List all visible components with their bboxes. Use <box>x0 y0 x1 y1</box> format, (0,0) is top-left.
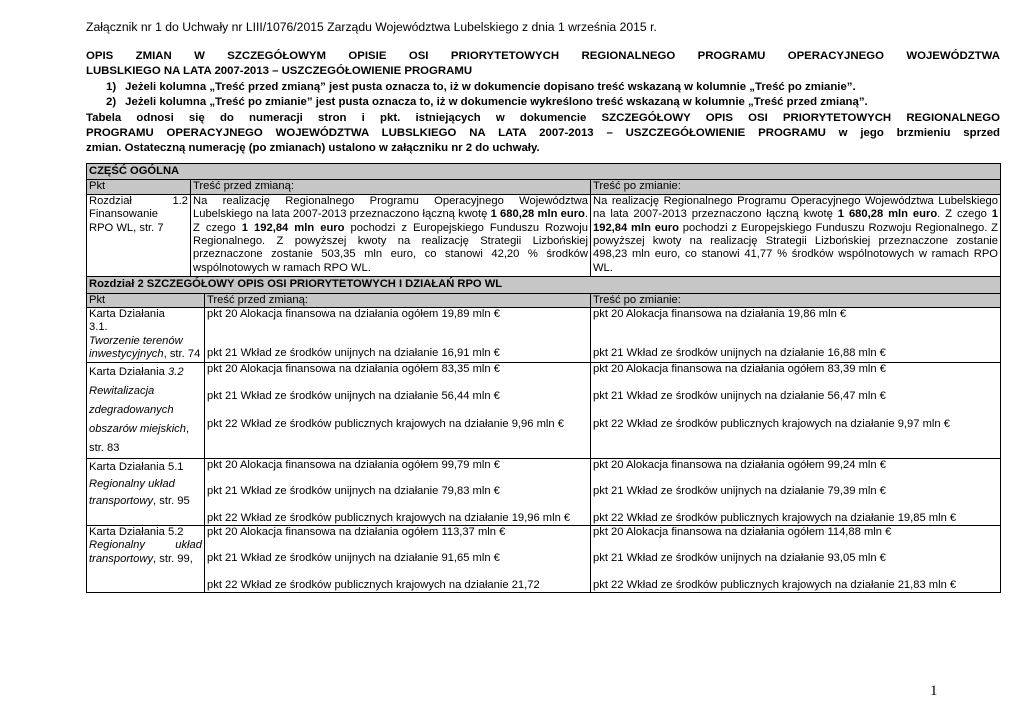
pkt-label: Rozdział <box>89 194 132 207</box>
table-row <box>87 308 1001 363</box>
table-header-row <box>87 293 1001 307</box>
intro-item-2 <box>86 95 1000 110</box>
pkt-title: Finansowanie <box>89 208 159 221</box>
table-row <box>87 194 1001 276</box>
pkt-label: Karta Działania <box>89 365 165 378</box>
pkt-cell <box>87 458 205 525</box>
before-line: pkt 20 Alokacja finansowa na działania ogółem 99,79 mln € <box>207 458 500 471</box>
column-header-after: Treść po zmianie: <box>591 180 1001 194</box>
before-text: Na realizację Regionalnego Programu Operacyjnego Województwa Lubelskiego na lata 2007-2013 przeznaczono łączną kwotę <box>193 194 588 221</box>
after-line: pkt 21 Wkład ze środków unijnych na działanie 93,05 mln € <box>593 552 886 565</box>
after-line: pkt 22 Wkład ze środków publicznych krajowych na działanie 9,97 mln € <box>593 417 950 430</box>
pkt-cell <box>87 194 191 276</box>
before-cell <box>205 362 591 458</box>
before-cell <box>205 308 591 363</box>
after-amount-total: 1 680,28 mln euro <box>837 208 938 221</box>
intro-item-1-number: 1) <box>106 80 117 93</box>
after-cell <box>591 308 1001 363</box>
intro-paragraph-line-1: Tabela odnosi się do numeracji stron i pkt. istniejących w dokumencie SZCZEGÓŁOWY OPIS OSI PRIORYTETOWYCH REGIONALNEGO <box>86 111 1000 124</box>
before-line: pkt 21 Wkład ze środków unijnych na działanie 16,91 mln € <box>207 347 500 360</box>
intro-item-2-number: 2) <box>106 96 117 109</box>
before-amount-total: 1 680,28 mln euro <box>490 208 585 221</box>
before-cell <box>205 458 591 525</box>
pkt-number: 1.2 <box>172 194 188 207</box>
column-header-after: Treść po zmianie: <box>591 293 1001 307</box>
pkt-number: 3.1. <box>89 321 108 334</box>
intro-heading-line-1: OPIS ZMIAN W SZCZEGÓŁOWYM OPISIE OSI PRIORYTETOWYCH REGIONALNEGO PROGRAMU OPERACYJNEGO WOJEWÓDZTWA <box>86 50 1000 62</box>
section-title: CZĘŚĆ OGÓLNA <box>87 164 1001 180</box>
column-header-pkt: Pkt <box>87 293 205 307</box>
before-line: pkt 22 Wkład ze środków publicznych krajowych na działanie 19,96 mln € <box>207 511 571 524</box>
after-cell <box>591 525 1001 592</box>
after-cell <box>591 362 1001 458</box>
pkt-title: Regionalny układ transportowy <box>89 539 202 565</box>
pkt-page: , str. 95 <box>153 494 190 507</box>
after-line: pkt 20 Alokacja finansowa na działania ogółem 99,24 mln € <box>593 458 886 471</box>
before-line: pkt 21 Wkład ze środków unijnych na działanie 91,65 mln € <box>207 552 500 565</box>
after-line: pkt 21 Wkład ze środków unijnych na działanie 79,39 mln € <box>593 485 886 498</box>
before-line: pkt 22 Wkład ze środków publicznych krajowych na działanie 21,72 <box>207 578 540 591</box>
before-line: pkt 21 Wkład ze środków unijnych na działanie 79,83 mln € <box>207 485 500 498</box>
pkt-title: Tworzenie terenów inwestycyjnych <box>89 334 183 361</box>
changes-table <box>86 163 1001 593</box>
section-band-general <box>87 164 1001 180</box>
table-header-row <box>87 180 1001 194</box>
before-cell <box>205 525 591 592</box>
after-line: pkt 20 Alokacja finansowa na działania ogółem 83,39 mln € <box>593 362 886 375</box>
section-title: Rozdział 2 SZCZEGÓŁOWY OPIS OSI PRIORYTETOWYCH I DZIAŁAŃ RPO WL <box>87 277 1001 293</box>
before-line: pkt 20 Alokacja finansowa na działania ogółem 83,35 mln € <box>207 362 500 375</box>
after-cell <box>591 458 1001 525</box>
column-header-before: Treść przed zmianą: <box>191 180 591 194</box>
after-cell <box>591 194 1001 276</box>
attachment-header: Załącznik nr 1 do Uchwały nr LIII/1076/2015 Zarządu Województwa Lubelskiego z dnia 1 września 2015 r. <box>86 20 657 34</box>
before-text: . Z czego <box>193 208 588 234</box>
after-line: pkt 22 Wkład ze środków publicznych krajowych na działanie 19,85 mln € <box>593 511 957 524</box>
after-amount-efrr: 1 192,84 mln euro <box>593 208 998 234</box>
after-line: pkt 22 Wkład ze środków publicznych krajowych na działanie 21,83 mln € <box>593 578 957 591</box>
before-line: pkt 20 Alokacja finansowa na działania ogółem 19,89 mln € <box>207 308 500 321</box>
before-cell <box>191 194 591 276</box>
after-line: pkt 20 Alokacja finansowa na działania ogółem 114,88 mln € <box>593 525 892 538</box>
pkt-title: Regionalny układ transportowy <box>89 477 175 507</box>
section-band-chapter-2 <box>87 277 1001 293</box>
table-row <box>87 525 1001 592</box>
after-text: . Z czego <box>937 208 992 221</box>
before-line: pkt 21 Wkład ze środków unijnych na działanie 56,44 mln € <box>207 390 500 403</box>
before-text: pochodzi z Europejskiego Funduszu Rozwoju Regionalnego. Z powyższej kwoty na realizację Strategii Lizbońskiej przeznaczone zostanie 503,35 mln euro, co stanowi 42,20 % środków wspólnotowych w ramach RPO WL. <box>193 221 589 274</box>
page-number: 1 <box>930 683 938 699</box>
column-header-pkt: Pkt <box>87 180 191 194</box>
table-row <box>87 362 1001 458</box>
pkt-label: Karta Działania <box>89 308 165 321</box>
pkt-title: Rewitalizacja zdegradowanych obszarów miejskich <box>89 384 186 435</box>
intro-paragraph-line-2: PROGRAMU OPERACYJNEGO WOJEWÓDZTWA LUBSLKIEGO NA LATA 2007-2013 – USZCZEGÓŁOWIENIE PROGRAMU w jego brzmieniu sprzed <box>86 127 1000 140</box>
pkt-cell <box>87 525 205 592</box>
before-line: pkt 20 Alokacja finansowa na działania ogółem 113,37 mln € <box>207 525 506 538</box>
after-line: pkt 20 Alokacja finansowa na działania 19,86 mln € <box>593 308 847 321</box>
pkt-page: , str. 74 <box>163 348 201 361</box>
pkt-cell <box>87 308 205 363</box>
table-row <box>87 458 1001 525</box>
after-line: pkt 21 Wkład ze środków unijnych na działanie 16,88 mln € <box>593 347 886 360</box>
pkt-page: RPO WL, str. 7 <box>89 221 164 234</box>
before-amount-efrr: 1 192,84 mln euro <box>241 221 345 234</box>
intro-block <box>86 49 1000 157</box>
intro-heading-line-2: LUBSLKIEGO NA LATA 2007-2013 – USZCZEGÓŁOWIENIE PROGRAMU <box>86 65 473 78</box>
intro-item-1-text: Jeżeli kolumna „Treść przed zmianą” jest pusta oznacza to, iż w dokumencie dopisano treść wskazaną w kolumnie „Treść po zmianie”. <box>125 80 856 93</box>
pkt-label: Karta Działania 5.2 <box>89 525 184 538</box>
pkt-number: 3.2 <box>167 365 184 378</box>
before-line: pkt 22 Wkład ze środków publicznych krajowych na działanie 9,96 mln € <box>207 417 564 430</box>
after-text: pochodzi z Europejskiego Funduszu Rozwoju Regionalnego. Z powyższej kwoty na realizację Strategii Lizbońskiej przeznaczone zostanie 498,23 mln euro, co stanowi 41,77 % środków wspólnotowych w ramach RPO WL. <box>593 221 998 274</box>
intro-paragraph-line-3: zmian. Ostateczną numerację (po zmianach) ustalono w załączniku nr 2 do uchwały. <box>86 142 540 155</box>
pkt-page: , str. 83 <box>89 422 190 454</box>
intro-item-2-text: Jeżeli kolumna „Treść po zmianie” jest pusta oznacza to, iż w dokumencie wykreślono treść wskazaną w kolumnie „Treść przed zmianą”. <box>125 96 868 109</box>
pkt-cell <box>87 362 205 458</box>
column-header-before: Treść przed zmianą: <box>205 293 591 307</box>
after-line: pkt 21 Wkład ze środków unijnych na działanie 56,47 mln € <box>593 390 886 403</box>
pkt-label: Karta Działania 5.1 <box>89 460 184 473</box>
pkt-page: , str. 99, <box>153 552 193 565</box>
intro-item-1 <box>86 80 1000 95</box>
after-text: Na realizację Regionalnego Programu Operacyjnego Województwa Lubelskiego na lata 2007-2013 przeznaczono łączną kwotę <box>593 194 998 221</box>
